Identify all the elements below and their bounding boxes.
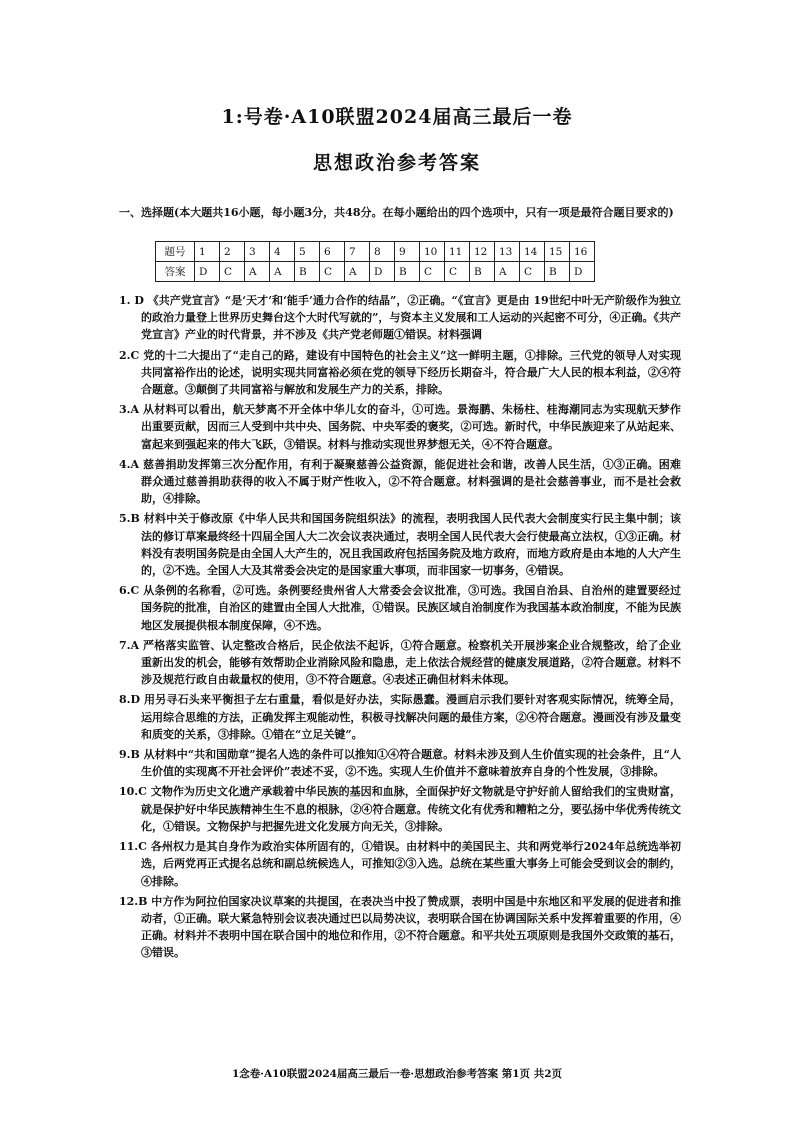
answer-explanations <box>119 292 681 965</box>
answer-cell: A <box>495 262 520 282</box>
answer-explanation-item: 8.D 用另寻石头来平衡担子左右重量，看似是好办法，实际愚蠢。漫画启示我们要针对客观实际情况，统筹全局，运用综合思维的方法，正确发挥主观能动性，积极寻找解决问题的最佳方案，②④符合题意。漫画没有涉及量变和质变的关系，③排除。①错在“立足关键”。 <box>119 693 681 741</box>
question-number-cell: 12 <box>470 242 495 262</box>
answer-explanation-item: 11.C 各州权力是其自身作为政治实体所固有的，①错误。由材料中的美国民主、共和两党举行2024年总统选举初选，后两党再正式提名总统和副总统候选人，可推知②③入选。总统在某些重大事务上可能会受到议会的制约，④排除。 <box>119 840 681 888</box>
answer-explanation-item: 6.C 从条例的名称看，②可选。条例要经贵州省人大常委会会议批准，③可选。我国自治县、自治州的建置要经过国务院的批准，自治区的建置由全国人大批准，①错误。民族区域自治制度作为我国基本政治制度，不能为民族地区发展提供根本制度保障，④不选。 <box>119 584 681 632</box>
answer-table-row-label: 题号 <box>156 242 195 262</box>
answer-table-answer-row <box>156 262 595 282</box>
answer-cell: B <box>295 262 320 282</box>
question-number-cell: 2 <box>220 242 245 262</box>
question-number-cell: 14 <box>520 242 545 262</box>
answer-cell: C <box>320 262 345 282</box>
answer-cell: D <box>195 262 220 282</box>
question-number-cell: 16 <box>570 242 595 262</box>
answer-explanation-item: 9.B 从材料中“共和国勋章”提名人选的条件可以推知①④符合题意。材料未涉及到人生价值实现的社会条件，且“人生价值的实现离不开社会评价”表述不妥，②不选。实现人生价值并不意味着放弃自身的个性发展，③排除。 <box>119 748 681 779</box>
page-subtitle: 思想政治参考答案 <box>312 152 481 174</box>
question-number-cell: 11 <box>445 242 470 262</box>
question-number-cell: 3 <box>245 242 270 262</box>
question-number-cell: 15 <box>545 242 570 262</box>
answer-cell: C <box>445 262 470 282</box>
answer-cell: D <box>570 262 595 282</box>
question-number-cell: 8 <box>370 242 395 262</box>
answer-cell: C <box>520 262 545 282</box>
question-number-cell: 4 <box>270 242 295 262</box>
question-number-cell: 7 <box>345 242 370 262</box>
page-title: 1:号卷·A10联盟2024届高三最后一卷 <box>221 106 573 128</box>
answer-explanation-item: 1. D 《共产党宣言》“是‘天才’和‘能手’通力合作的结晶”，②正确。“《宣言》更是由 19世纪中叶无产阶级作为独立的政治力量登上世界历史舞台这个大时代写就的”，与资本主义发展和工人运动的兴起密不可分，④正确。《共产党宣言》产业的时代背景，并不涉及《共产党老师题①错误。材料强调 <box>119 294 681 342</box>
page-footer: 1念卷·A10联盟2024届高三最后一卷·思想政治参考答案 第1页 共2页 <box>231 1068 563 1080</box>
answer-explanation-item: 3.A 从材料可以看出，航天梦离不开全体中华儿女的奋斗，①可选。景海鹏、朱杨柱、桂海潮同志为实现航天梦作出重要贡献，因而三人受到中共中央、国务院、中央军委的褒奖，②可选。新时代，中华民族迎来了从站起来、富起来到强起来的伟大飞跃，③错误。材料与推动实现世界梦想无关，④不符合题意。 <box>119 403 681 451</box>
answer-explanation-item: 12.B 中方作为阿拉伯国家决议草案的共提国，在表决当中投了赞成票，表明中国是中东地区和平发展的促进者和推动者，①正确。联大紧急特别会议表决通过巴以局势决议，表明联合国在协调国际关系中发挥着重要的作用，④正确。材料并不表明中国在联合国中的地位和作用，②不符合题意。和平共处五项原则是我国外交政策的基石，③错误。 <box>119 894 681 960</box>
answer-cell: A <box>245 262 270 282</box>
answer-table-row-label: 答案 <box>156 262 195 282</box>
answer-cell: B <box>470 262 495 282</box>
answer-cell: C <box>420 262 445 282</box>
answer-explanation-item: 10.C 文物作为历史文化遗产承载着中华民族的基因和血脉，全面保护好文物就是守护好前人留给我们的宝贵财富，就是保护好中华民族精神生生不息的根脉，②④符合题意。传统文化有优秀和糟粕之分，要弘扬中华优秀传统文化，①错误。文物保护与把握先进文化发展方向无关，③排除。 <box>119 785 681 833</box>
answer-cell: A <box>345 262 370 282</box>
answer-explanation-item: 7.A 严格落实监管、认定整改合格后，民企依法不起诉，①符合题意。检察机关开展涉案企业合规整改，给了企业重新出发的机会，能够有效帮助企业消除风险和隐患，走上依法合规经营的健康发展道路，②符合题意。材料不涉及规范行政自由裁量权的使用，③不符合题意。④表述正确但材料未体现。 <box>119 638 681 687</box>
question-number-cell: 1 <box>195 242 220 262</box>
question-number-cell: 5 <box>295 242 320 262</box>
answer-table-number-row <box>156 242 595 262</box>
answer-cell: C <box>220 262 245 282</box>
answer-cell: A <box>270 262 295 282</box>
section-header: 一、选择题(本大题共16小题，每小题3分，共48分。在每小题给出的四个选项中，只有一项是最符合题目要求的) <box>119 206 674 219</box>
answer-explanation-item: 2.C 党的十二大提出了“走自己的路，建设有中国特色的社会主义”这一鲜明主题，①排除。三代党的领导人对实现共同富裕作出的论述，说明实现共同富裕必须在党的领导下经历长期奋斗，符合最广大人民的根本利益，②④符合题意。③颠倒了共同富裕与解放和发展生产力的关系，排除。 <box>119 348 681 397</box>
answer-table <box>155 241 595 282</box>
question-number-cell: 13 <box>495 242 520 262</box>
answer-cell: B <box>395 262 420 282</box>
question-number-cell: 10 <box>420 242 445 262</box>
answer-cell: D <box>370 262 395 282</box>
answer-cell: B <box>545 262 570 282</box>
answer-explanation-item: 5.B 材料中关于修改原《中华人民共和国国务院组织法》的流程，表明我国人民代表大会制度实行民主集中制；该法的修订草案最终经十四届全国人大二次会议表决通过，表明全国人民代表大会行使最高立法权，①③正确。材料没有表明国务院是由全国人大产生的，况且我国政府包括国务院及地方政府，而地方政府是由本地的人大产生的，②不选。全国人大及其常委会决定的是国家重大事项，而非国家一切事务，④错误。 <box>119 512 681 578</box>
question-number-cell: 9 <box>395 242 420 262</box>
question-number-cell: 6 <box>320 242 345 262</box>
answer-explanation-item: 4.A 慈善捐助发挥第三次分配作用，有利于凝聚慈善公益资源，能促进社会和谐，改善人民生活，①③正确。困难群众通过慈善捐助获得的收入不属于财产性收入，②不符合题意。材料强调的是社会慈善事业，而不是社会救助，④排除。 <box>119 457 681 506</box>
